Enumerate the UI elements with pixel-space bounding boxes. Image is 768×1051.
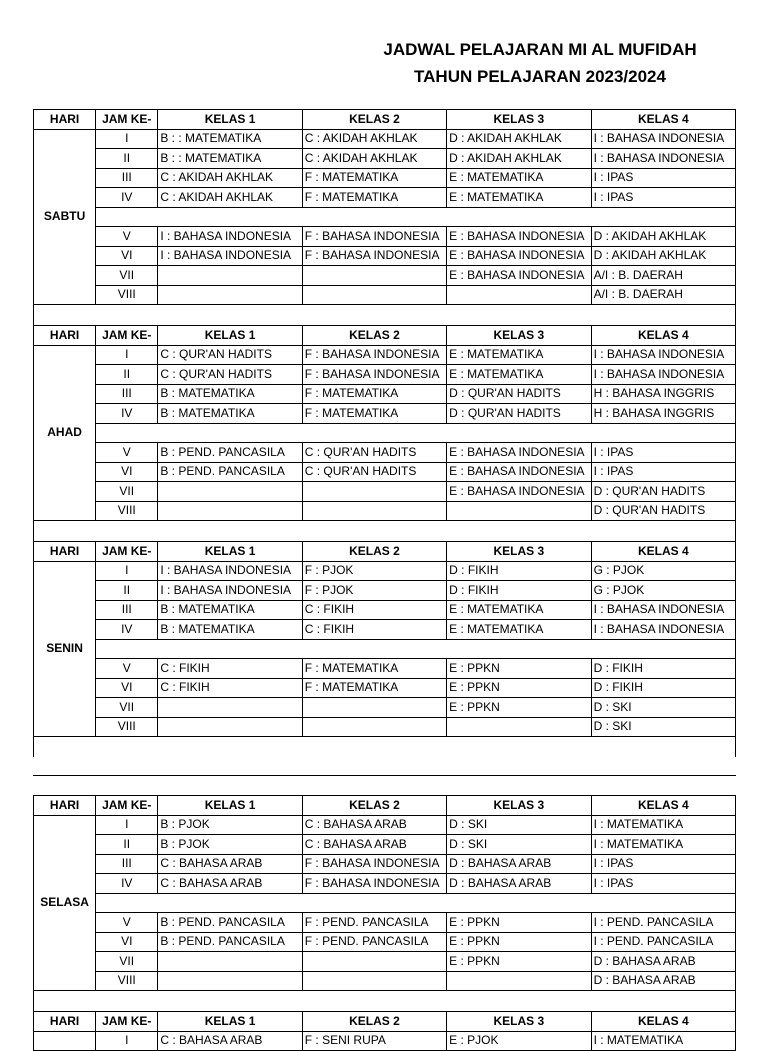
subject-cell: I : BAHASA INDONESIA bbox=[158, 561, 302, 581]
subject-cell: C : AKIDAH AKHLAK bbox=[158, 168, 302, 188]
table-row bbox=[34, 168, 736, 188]
subject-cell: D : BAHASA ARAB bbox=[447, 874, 591, 894]
table-row bbox=[34, 462, 736, 482]
subject-cell: C : AKIDAH AKHLAK bbox=[302, 149, 446, 169]
subject-cell: B : MATEMATIKA bbox=[158, 620, 302, 640]
subject-cell: B : : MATEMATIKA bbox=[158, 149, 302, 169]
column-header: JAM KE- bbox=[96, 110, 158, 130]
subject-cell: I : BAHASA INDONESIA bbox=[591, 365, 735, 385]
subject-cell: D : BAHASA ARAB bbox=[591, 971, 735, 991]
subject-cell: D : BAHASA ARAB bbox=[591, 952, 735, 972]
subject-cell: I : IPAS bbox=[591, 443, 735, 463]
subject-cell: F : BAHASA INDONESIA bbox=[302, 854, 446, 874]
subject-cell: E : BAHASA INDONESIA bbox=[447, 443, 591, 463]
subject-cell: E : PPKN bbox=[447, 698, 591, 718]
subject-cell bbox=[302, 698, 446, 718]
subject-cell: C : BAHASA ARAB bbox=[158, 874, 302, 894]
document-title: JADWAL PELAJARAN MI AL MUFIDAH bbox=[383, 40, 697, 59]
divider bbox=[33, 775, 736, 776]
subject-cell: D : FIKIH bbox=[591, 659, 735, 679]
table-row bbox=[34, 600, 736, 620]
subject-cell: C : QUR'AN HADITS bbox=[158, 345, 302, 365]
table-row bbox=[34, 501, 736, 521]
subject-cell bbox=[302, 266, 446, 286]
day-label bbox=[34, 1031, 96, 1051]
subject-cell bbox=[158, 952, 302, 972]
schedule-table bbox=[33, 1011, 736, 1051]
table-row bbox=[34, 188, 736, 208]
day-label: SELASA bbox=[34, 815, 96, 991]
break-row bbox=[34, 207, 736, 227]
subject-cell: B : : MATEMATIKA bbox=[158, 129, 302, 149]
subject-cell: F : BAHASA INDONESIA bbox=[302, 874, 446, 894]
column-header: KELAS 3 bbox=[447, 326, 591, 346]
header-row bbox=[34, 542, 736, 562]
period-cell: VI bbox=[96, 932, 158, 952]
table-row bbox=[34, 581, 736, 601]
subject-cell bbox=[158, 971, 302, 991]
column-header: HARI bbox=[34, 542, 96, 562]
subject-cell: I : IPAS bbox=[591, 188, 735, 208]
schedule-sheet bbox=[33, 109, 736, 1051]
subject-cell: E : PPKN bbox=[447, 952, 591, 972]
period-cell: I bbox=[96, 1031, 158, 1051]
column-header: KELAS 4 bbox=[591, 110, 735, 130]
table-row bbox=[34, 345, 736, 365]
subject-cell: I : MATEMATIKA bbox=[591, 835, 735, 855]
day-label: SENIN bbox=[34, 561, 96, 737]
subject-cell: D : QUR'AN HADITS bbox=[591, 501, 735, 521]
subject-cell: B : PJOK bbox=[158, 815, 302, 835]
subject-cell: F : PJOK bbox=[302, 561, 446, 581]
period-cell: II bbox=[96, 149, 158, 169]
subject-cell: I : MATEMATIKA bbox=[591, 1031, 735, 1051]
subject-cell: E : BAHASA INDONESIA bbox=[447, 266, 591, 286]
subject-cell: C : AKIDAH AKHLAK bbox=[302, 129, 446, 149]
subject-cell: A/I : B. DAERAH bbox=[591, 266, 735, 286]
subject-cell: B : MATEMATIKA bbox=[158, 404, 302, 424]
table-row bbox=[34, 815, 736, 835]
subject-cell bbox=[447, 971, 591, 991]
subject-cell: I : BAHASA INDONESIA bbox=[591, 129, 735, 149]
subject-cell: B : MATEMATIKA bbox=[158, 384, 302, 404]
period-cell: V bbox=[96, 659, 158, 679]
subject-cell: E : MATEMATIKA bbox=[447, 188, 591, 208]
subject-cell: D : FIKIH bbox=[591, 678, 735, 698]
subject-cell bbox=[302, 952, 446, 972]
column-header: KELAS 2 bbox=[302, 542, 446, 562]
table-row bbox=[34, 443, 736, 463]
subject-cell: F : PJOK bbox=[302, 581, 446, 601]
subject-cell: I : BAHASA INDONESIA bbox=[591, 149, 735, 169]
period-cell: IV bbox=[96, 620, 158, 640]
subject-cell: F : SENI RUPA bbox=[302, 1031, 446, 1051]
subject-cell: D : AKIDAH AKHLAK bbox=[447, 129, 591, 149]
column-header: JAM KE- bbox=[96, 1012, 158, 1032]
period-cell: IV bbox=[96, 404, 158, 424]
subject-cell: I : IPAS bbox=[591, 854, 735, 874]
subject-cell: C : BAHASA ARAB bbox=[302, 835, 446, 855]
subject-cell: I : IPAS bbox=[591, 874, 735, 894]
subject-cell: E : MATEMATIKA bbox=[447, 600, 591, 620]
subject-cell: D : AKIDAH AKHLAK bbox=[591, 227, 735, 247]
table-row bbox=[34, 952, 736, 972]
break-cell bbox=[96, 423, 736, 443]
section-gap bbox=[33, 991, 736, 1011]
period-cell: VIII bbox=[96, 971, 158, 991]
subject-cell: C : QUR'AN HADITS bbox=[302, 443, 446, 463]
period-cell: V bbox=[96, 443, 158, 463]
table-row bbox=[34, 246, 736, 266]
table-row bbox=[34, 620, 736, 640]
period-cell: IV bbox=[96, 874, 158, 894]
subject-cell: B : PEND. PANCASILA bbox=[158, 443, 302, 463]
subject-cell: I : BAHASA INDONESIA bbox=[591, 600, 735, 620]
column-header: JAM KE- bbox=[96, 326, 158, 346]
table-row bbox=[34, 482, 736, 502]
table-row bbox=[34, 285, 736, 305]
subject-cell: B : PEND. PANCASILA bbox=[158, 462, 302, 482]
table-row bbox=[34, 698, 736, 718]
subject-cell: C : FIKIH bbox=[302, 600, 446, 620]
period-cell: I bbox=[96, 345, 158, 365]
table-row bbox=[34, 971, 736, 991]
day-label: AHAD bbox=[34, 345, 96, 521]
column-header: KELAS 4 bbox=[591, 1012, 735, 1032]
subject-cell: C : FIKIH bbox=[158, 659, 302, 679]
subject-cell: F : BAHASA INDONESIA bbox=[302, 246, 446, 266]
subject-cell bbox=[302, 482, 446, 502]
period-cell: VI bbox=[96, 462, 158, 482]
subject-cell: D : FIKIH bbox=[447, 581, 591, 601]
subject-cell: G : PJOK bbox=[591, 561, 735, 581]
column-header: KELAS 2 bbox=[302, 326, 446, 346]
period-cell: II bbox=[96, 835, 158, 855]
period-cell: III bbox=[96, 384, 158, 404]
subject-cell: F : PEND. PANCASILA bbox=[302, 913, 446, 933]
table-row bbox=[34, 384, 736, 404]
subject-cell bbox=[302, 971, 446, 991]
column-header: KELAS 1 bbox=[158, 542, 302, 562]
subject-cell: C : BAHASA ARAB bbox=[158, 854, 302, 874]
subject-cell: C : FIKIH bbox=[158, 678, 302, 698]
period-cell: VII bbox=[96, 698, 158, 718]
table-row bbox=[34, 659, 736, 679]
table-row bbox=[34, 835, 736, 855]
subject-cell: E : BAHASA INDONESIA bbox=[447, 482, 591, 502]
period-cell: I bbox=[96, 815, 158, 835]
period-cell: VII bbox=[96, 952, 158, 972]
table-row bbox=[34, 874, 736, 894]
subject-cell: F : MATEMATIKA bbox=[302, 404, 446, 424]
subject-cell: I : BAHASA INDONESIA bbox=[591, 620, 735, 640]
subject-cell bbox=[158, 285, 302, 305]
subject-cell: E : PPKN bbox=[447, 678, 591, 698]
table-row bbox=[34, 854, 736, 874]
column-header: KELAS 1 bbox=[158, 110, 302, 130]
subject-cell: E : BAHASA INDONESIA bbox=[447, 246, 591, 266]
subject-cell: C : AKIDAH AKHLAK bbox=[158, 188, 302, 208]
table-row bbox=[34, 266, 736, 286]
table-row bbox=[34, 129, 736, 149]
column-header: HARI bbox=[34, 110, 96, 130]
subject-cell: D : BAHASA ARAB bbox=[447, 854, 591, 874]
column-header: KELAS 1 bbox=[158, 326, 302, 346]
break-cell bbox=[96, 893, 736, 913]
period-cell: I bbox=[96, 561, 158, 581]
column-header: JAM KE- bbox=[96, 542, 158, 562]
subject-cell bbox=[158, 266, 302, 286]
subject-cell: D : SKI bbox=[591, 717, 735, 737]
subject-cell: D : QUR'AN HADITS bbox=[447, 404, 591, 424]
subject-cell: E : BAHASA INDONESIA bbox=[447, 227, 591, 247]
subject-cell: D : FIKIH bbox=[447, 561, 591, 581]
subject-cell: D : QUR'AN HADITS bbox=[447, 384, 591, 404]
subject-cell: F : MATEMATIKA bbox=[302, 659, 446, 679]
subject-cell: I : BAHASA INDONESIA bbox=[158, 246, 302, 266]
table-row bbox=[34, 913, 736, 933]
header-row bbox=[34, 1012, 736, 1032]
period-cell: II bbox=[96, 581, 158, 601]
subject-cell: H : BAHASA INGGRIS bbox=[591, 384, 735, 404]
column-header: KELAS 4 bbox=[591, 542, 735, 562]
subject-cell bbox=[302, 717, 446, 737]
subject-cell: F : BAHASA INDONESIA bbox=[302, 365, 446, 385]
period-cell: III bbox=[96, 600, 158, 620]
subject-cell: A/I : B. DAERAH bbox=[591, 285, 735, 305]
break-cell bbox=[96, 639, 736, 659]
period-cell: II bbox=[96, 365, 158, 385]
subject-cell: I : IPAS bbox=[591, 462, 735, 482]
column-header: KELAS 4 bbox=[591, 796, 735, 816]
subject-cell bbox=[158, 501, 302, 521]
subject-cell: B : PJOK bbox=[158, 835, 302, 855]
subject-cell: D : QUR'AN HADITS bbox=[591, 482, 735, 502]
subject-cell bbox=[302, 501, 446, 521]
column-header: KELAS 3 bbox=[447, 1012, 591, 1032]
period-cell: VI bbox=[96, 678, 158, 698]
column-header: KELAS 2 bbox=[302, 796, 446, 816]
schedule-table bbox=[33, 795, 736, 991]
subject-cell: C : FIKIH bbox=[302, 620, 446, 640]
subject-cell bbox=[447, 501, 591, 521]
column-header: KELAS 4 bbox=[591, 326, 735, 346]
subject-cell: F : MATEMATIKA bbox=[302, 168, 446, 188]
subject-cell: I : BAHASA INDONESIA bbox=[591, 345, 735, 365]
subject-cell: C : QUR'AN HADITS bbox=[158, 365, 302, 385]
subject-cell: B : PEND. PANCASILA bbox=[158, 913, 302, 933]
period-cell: VIII bbox=[96, 717, 158, 737]
table-row bbox=[34, 717, 736, 737]
section-gap bbox=[33, 305, 736, 325]
period-cell: V bbox=[96, 913, 158, 933]
column-header: KELAS 1 bbox=[158, 796, 302, 816]
break-cell bbox=[96, 207, 736, 227]
table-row bbox=[34, 678, 736, 698]
subject-cell: D : SKI bbox=[447, 815, 591, 835]
break-row bbox=[34, 423, 736, 443]
column-header: KELAS 3 bbox=[447, 110, 591, 130]
subject-cell bbox=[158, 698, 302, 718]
subject-cell: E : PPKN bbox=[447, 659, 591, 679]
subject-cell: C : BAHASA ARAB bbox=[158, 1031, 302, 1051]
header-row bbox=[34, 110, 736, 130]
gap-row bbox=[33, 737, 736, 757]
subject-cell: E : MATEMATIKA bbox=[447, 345, 591, 365]
period-cell: VI bbox=[96, 246, 158, 266]
subject-cell: G : PJOK bbox=[591, 581, 735, 601]
subject-cell: D : AKIDAH AKHLAK bbox=[447, 149, 591, 169]
table-row bbox=[34, 404, 736, 424]
period-cell: III bbox=[96, 168, 158, 188]
table-row bbox=[34, 227, 736, 247]
subject-cell: D : SKI bbox=[447, 835, 591, 855]
subject-cell: I : IPAS bbox=[591, 168, 735, 188]
subject-cell: F : MATEMATIKA bbox=[302, 188, 446, 208]
subject-cell: E : MATEMATIKA bbox=[447, 365, 591, 385]
header-row bbox=[34, 326, 736, 346]
period-cell: VIII bbox=[96, 285, 158, 305]
column-header: JAM KE- bbox=[96, 796, 158, 816]
subject-cell bbox=[302, 285, 446, 305]
subject-cell: E : MATEMATIKA bbox=[447, 620, 591, 640]
subject-cell: F : MATEMATIKA bbox=[302, 678, 446, 698]
table-row bbox=[34, 561, 736, 581]
header-row bbox=[34, 796, 736, 816]
subject-cell: F : PEND. PANCASILA bbox=[302, 932, 446, 952]
subject-cell: F : MATEMATIKA bbox=[302, 384, 446, 404]
period-cell: V bbox=[96, 227, 158, 247]
column-header: HARI bbox=[34, 326, 96, 346]
subject-cell bbox=[447, 285, 591, 305]
column-header: HARI bbox=[34, 796, 96, 816]
table-row bbox=[34, 365, 736, 385]
subject-cell: I : BAHASA INDONESIA bbox=[158, 227, 302, 247]
period-cell: IV bbox=[96, 188, 158, 208]
period-cell: VIII bbox=[96, 501, 158, 521]
day-label: SABTU bbox=[34, 129, 96, 305]
subject-cell: I : PEND. PANCASILA bbox=[591, 913, 735, 933]
subject-cell bbox=[447, 717, 591, 737]
subject-cell: E : PJOK bbox=[447, 1031, 591, 1051]
subject-cell: I : BAHASA INDONESIA bbox=[158, 581, 302, 601]
break-row bbox=[34, 639, 736, 659]
schedule-table bbox=[33, 109, 736, 305]
subject-cell: C : QUR'AN HADITS bbox=[302, 462, 446, 482]
subject-cell: E : PPKN bbox=[447, 913, 591, 933]
period-cell: VII bbox=[96, 266, 158, 286]
subject-cell: F : BAHASA INDONESIA bbox=[302, 227, 446, 247]
column-header: KELAS 3 bbox=[447, 542, 591, 562]
period-cell: III bbox=[96, 854, 158, 874]
column-header: KELAS 1 bbox=[158, 1012, 302, 1032]
subject-cell bbox=[158, 717, 302, 737]
section-gap bbox=[33, 737, 736, 795]
section-gap bbox=[33, 521, 736, 541]
subject-cell: C : BAHASA ARAB bbox=[302, 815, 446, 835]
column-header: KELAS 3 bbox=[447, 796, 591, 816]
subject-cell: F : BAHASA INDONESIA bbox=[302, 345, 446, 365]
subject-cell: E : BAHASA INDONESIA bbox=[447, 462, 591, 482]
subject-cell: D : SKI bbox=[591, 698, 735, 718]
column-header: HARI bbox=[34, 1012, 96, 1032]
schedule-table bbox=[33, 541, 736, 737]
table-row bbox=[34, 149, 736, 169]
subject-cell bbox=[158, 482, 302, 502]
subject-cell: D : AKIDAH AKHLAK bbox=[591, 246, 735, 266]
subject-cell: H : BAHASA INGGRIS bbox=[591, 404, 735, 424]
table-row bbox=[34, 932, 736, 952]
table-row bbox=[34, 1031, 736, 1051]
period-cell: I bbox=[96, 129, 158, 149]
subject-cell: E : MATEMATIKA bbox=[447, 168, 591, 188]
column-header: KELAS 2 bbox=[302, 1012, 446, 1032]
subject-cell: I : PEND. PANCASILA bbox=[591, 932, 735, 952]
document-subtitle: TAHUN PELAJARAN 2023/2024 bbox=[414, 67, 666, 86]
subject-cell: E : PPKN bbox=[447, 932, 591, 952]
subject-cell: I : MATEMATIKA bbox=[591, 815, 735, 835]
break-row bbox=[34, 893, 736, 913]
period-cell: VII bbox=[96, 482, 158, 502]
subject-cell: B : PEND. PANCASILA bbox=[158, 932, 302, 952]
schedule-table bbox=[33, 325, 736, 521]
column-header: KELAS 2 bbox=[302, 110, 446, 130]
subject-cell: B : MATEMATIKA bbox=[158, 600, 302, 620]
